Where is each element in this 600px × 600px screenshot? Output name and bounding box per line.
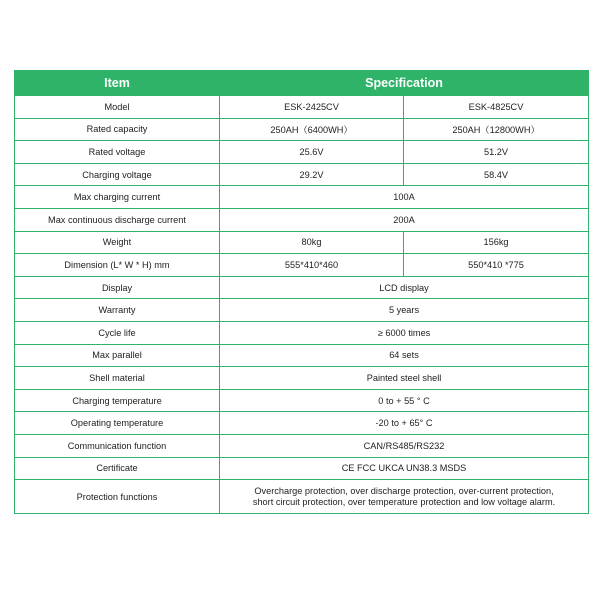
row-label: Warranty <box>15 299 220 322</box>
value: CE FCC UKCA UN38.3 MSDS <box>220 457 589 480</box>
table-row <box>15 480 589 514</box>
row-label: Protection functions <box>15 480 220 514</box>
table-row <box>15 412 589 435</box>
row-label: Model <box>15 96 220 119</box>
value: 5 years <box>220 299 589 322</box>
table-row <box>15 254 589 277</box>
header-item: Item <box>15 71 220 96</box>
table-row <box>15 141 589 164</box>
value: CAN/RS485/RS232 <box>220 434 589 457</box>
row-label: Display <box>15 276 220 299</box>
row-label: Max charging current <box>15 186 220 209</box>
value-b: 156kg <box>404 231 589 254</box>
value: 200A <box>220 208 589 231</box>
table-row <box>15 163 589 186</box>
value: ≥ 6000 times <box>220 321 589 344</box>
table-row <box>15 344 589 367</box>
table-row <box>15 434 589 457</box>
table-row <box>15 276 589 299</box>
row-label: Dimension (L* W * H) mm <box>15 254 220 277</box>
table-row <box>15 231 589 254</box>
table-row <box>15 389 589 412</box>
table-row <box>15 118 589 141</box>
value: 100A <box>220 186 589 209</box>
row-label: Max continuous discharge current <box>15 208 220 231</box>
table-row <box>15 321 589 344</box>
value-b: 58.4V <box>404 163 589 186</box>
header-specification: Specification <box>220 71 589 96</box>
row-label: Certificate <box>15 457 220 480</box>
row-label: Cycle life <box>15 321 220 344</box>
table-row <box>15 367 589 390</box>
table-row <box>15 96 589 119</box>
value: 64 sets <box>220 344 589 367</box>
row-label: Rated voltage <box>15 141 220 164</box>
protection-line-1: Overcharge protection, over discharge protection, over-current protection, <box>254 486 554 497</box>
table-row <box>15 208 589 231</box>
row-label: Communication function <box>15 434 220 457</box>
row-label: Operating temperature <box>15 412 220 435</box>
value-b: 550*410 *775 <box>404 254 589 277</box>
row-label: Weight <box>15 231 220 254</box>
row-label: Rated capacity <box>15 118 220 141</box>
row-label: Charging voltage <box>15 163 220 186</box>
value-b: 250AH（12800WH） <box>404 118 589 141</box>
value: LCD display <box>220 276 589 299</box>
value-a: ESK-2425CV <box>220 96 404 119</box>
value-b: ESK-4825CV <box>404 96 589 119</box>
table-row <box>15 457 589 480</box>
value-b: 51.2V <box>404 141 589 164</box>
header-row <box>15 71 589 96</box>
row-label: Shell material <box>15 367 220 390</box>
protection-value <box>220 480 589 514</box>
value-a: 29.2V <box>220 163 404 186</box>
value: -20 to + 65° C <box>220 412 589 435</box>
table-row <box>15 186 589 209</box>
value: 0 to + 55 ° C <box>220 389 589 412</box>
row-label: Max parallel <box>15 344 220 367</box>
value: Painted steel shell <box>220 367 589 390</box>
spec-table <box>14 70 589 514</box>
value-a: 80kg <box>220 231 404 254</box>
protection-line-2: short circuit protection, over temperature protection and low voltage alarm. <box>252 496 556 507</box>
row-label: Charging temperature <box>15 389 220 412</box>
value-a: 250AH（6400WH） <box>220 118 404 141</box>
value-a: 555*410*460 <box>220 254 404 277</box>
value-a: 25.6V <box>220 141 404 164</box>
table-row <box>15 299 589 322</box>
